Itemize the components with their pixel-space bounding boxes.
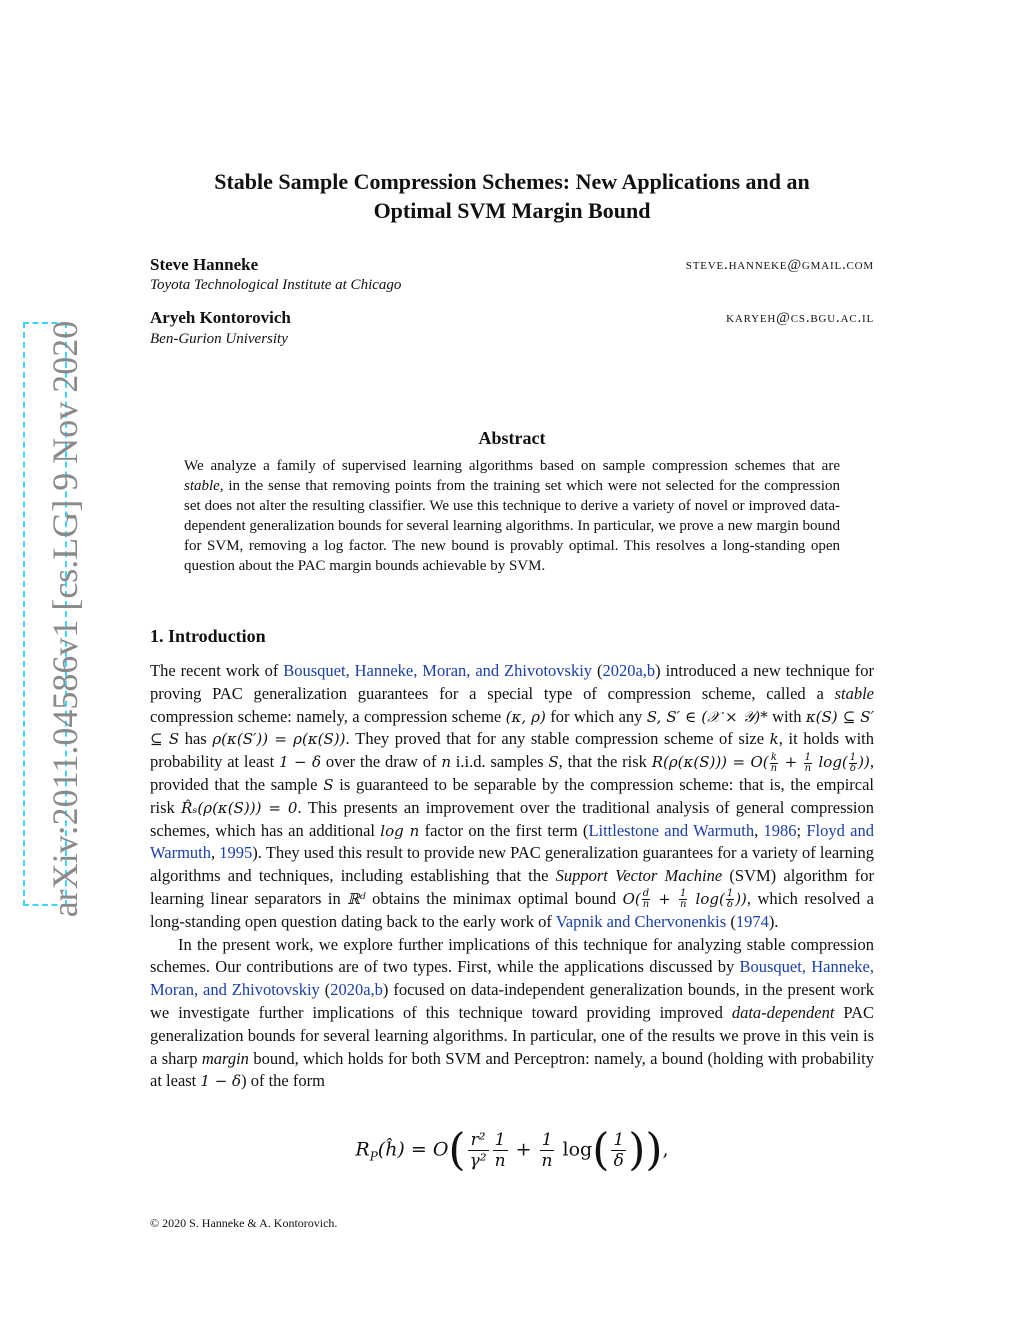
math: (κ, ρ) — [505, 707, 546, 726]
fraction: $\frac{1}{n}$ — [541, 1130, 553, 1171]
author-affiliation: Toyota Technological Institute at Chicago — [150, 277, 402, 293]
citation-year-link[interactable]: 1986 — [763, 820, 797, 840]
math: ρ(κ(S′)) = ρ(κ(S)) — [212, 730, 346, 749]
copyright-footer: © 2020 S. Hanneke & A. Kontorovich. — [150, 1216, 338, 1230]
math-minimax-bound: O( $\frac{d}{n}$ + $\frac{1}{n}$ log( $\frac{1}{\delta}$ )) — [622, 888, 747, 911]
abstract-heading: Abstract — [478, 428, 546, 448]
fraction: $\frac{\text{r²}}{\text{γ²}}$ — [469, 1130, 487, 1171]
citation-year-link[interactable]: 2020a,b — [330, 980, 383, 1000]
citation-year-link[interactable]: 1974 — [735, 911, 769, 931]
author-affiliation: Ben-Gurion University — [150, 331, 288, 347]
math: S — [323, 775, 334, 794]
fraction: $\frac{1}{\delta}$ — [726, 888, 734, 911]
math: k — [769, 730, 779, 749]
paragraph: The recent work of Bousquet, Hanneke, Moran, and Zhivotovskiy (2020a,b) introduced a new technique for proving PAC generalization guarantees for a special type of compression scheme, called a stable compression scheme: namely, a compression scheme (κ, ρ) for which any S, S′ ∈ (𝒳 × 𝒴)* with κ(S) ⊆ S′ ⊆ S has ρ(κ(S′)) = ρ(κ(S)). They proved that for any stable compression scheme of size k, it holds with probability at least 1 − δ over the draw of n i.i.d. samples S, that the risk R(ρ(κ(S))) = O( $\frac{k}{n}$ + $\frac{1}{n}$ log( $\frac{1}{\delta}$ )), provided that the sample S is guaranteed to be separable by the compression scheme: that is, the empircal risk R̂ₛ(ρ(κ(S))) = 0. This presents an improvement over the traditional analysis of general compression schemes, which has an additional log n factor on the first term (Littlestone and Warmuth, 1986; Floyd and Warmuth, 1995). They used this result to provide new PAC generalization guarantees for a variety of learning algorithms and techniques, including establishing that the Support Vector Machine (SVM) algorithm for learning linear separators in ℝᵈ obtains the minimax optimal bound O( $\frac{d}{n}$ + $\frac{1}{n}$ log( $\frac{1}{\delta}$ )), which resolved a long-standing open question dating back to the early work of Vapnik and Chervonenkis (1974). — [150, 661, 875, 931]
fraction: $\frac{1}{n}$ — [494, 1130, 506, 1171]
fraction: $\frac{1}{\delta}$ — [613, 1130, 625, 1171]
math: S — [548, 753, 559, 772]
section-heading: 1. Introduction — [150, 626, 266, 646]
citation-link[interactable]: Floyd and Warmuth — [150, 820, 874, 863]
math: 1 − δ — [278, 753, 322, 772]
citation-link[interactable]: Littlestone and Warmuth — [588, 820, 755, 840]
math: R̂ₛ(ρ(κ(S))) = 0 — [181, 798, 298, 817]
paper-title — [150, 167, 874, 225]
author-email[interactable]: steve.hanneke@gmail.com — [685, 257, 874, 273]
math: ℝᵈ — [347, 889, 366, 908]
author-name: Aryeh Kontorovich — [150, 308, 291, 327]
citation-link[interactable]: Bousquet, Hanneke, Moran, and Zhivotovskiy — [150, 957, 874, 1000]
math: log n — [380, 821, 420, 840]
fraction: $\frac{d}{n}$ — [642, 888, 650, 911]
title-line-2: Optimal SVM Margin Bound — [373, 198, 651, 223]
abstract-text: We analyze a family of supervised learning algorithms based on sample compression schemes that are stable, in the sense that removing points from the training set which were not selected for the compression set does not alter the resulting classifier. We use this technique to derive a variety of novel or improved data-dependent generalization bounds for several learning algorithms. In particular, we prove a new margin bound for SVM, removing a log factor. The new bound is provably optimal. This resolves a long-standing open question about the PAC margin bounds achievable by SVM. — [184, 458, 840, 574]
fraction: $\frac{1}{\delta}$ — [849, 751, 857, 774]
citation-year-link[interactable]: 2020a,b — [602, 661, 656, 680]
arxiv-stamp: arXiv:2011.04586v1 [cs.LG] 9 Nov 2020 — [45, 320, 85, 918]
math-risk-bound: R(ρ(κ(S))) = O( $\frac{k}{n}$ + $\frac{1}{n}$ log( $\frac{1}{\delta}$ )) — [651, 751, 870, 774]
introduction-body — [150, 660, 874, 1093]
citation-link[interactable]: Vapnik and Chervonenkis — [555, 911, 727, 931]
display-equation: $R_P(ĥ) = O$( $\frac{\text{r²}}{\text{γ²}}$ $\frac{1}{n}$ + $\frac{1}{n}$ log( $\frac{1}{\delta}$ )), — [355, 1124, 669, 1176]
paragraph: In the present work, we explore further implications of this technique for analyzing stable compression schemes. Our contributions are of two types. First, while the applications discussed by Bousquet, Hanneke, Moran, and Zhivotovskiy (2020a,b) focused on data-independent generalization bounds, in the present work we investigate further implications of this technique toward providing improved data-dependent PAC generalization bounds for several learning algorithms. In particular, one of the results we prove in this vein is a sharp margin bound, which holds for both SVM and Perceptron: namely, a bound (holding with probability at least 1 − δ) of the form — [150, 934, 875, 1091]
math: 1 − δ — [200, 1072, 242, 1091]
citation-year-link[interactable]: 1995 — [219, 843, 253, 863]
title-line-1: Stable Sample Compression Schemes: New Applications and an — [214, 169, 810, 194]
math: κ(S) ⊆ S′ ⊆ S — [150, 707, 874, 749]
author-name: Steve Hanneke — [150, 255, 259, 274]
fraction: $\frac{1}{n}$ — [804, 751, 812, 774]
math: n — [441, 753, 451, 772]
citation-link[interactable]: Bousquet, Hanneke, Moran, and Zhivotovskiy — [283, 661, 593, 680]
fraction: $\frac{1}{n}$ — [679, 888, 687, 911]
author-email[interactable]: karyeh@cs.bgu.ac.il — [726, 310, 874, 326]
math: S, S′ ∈ (𝒳 × 𝒴)* — [646, 707, 768, 726]
fraction: $\frac{k}{n}$ — [770, 751, 778, 774]
